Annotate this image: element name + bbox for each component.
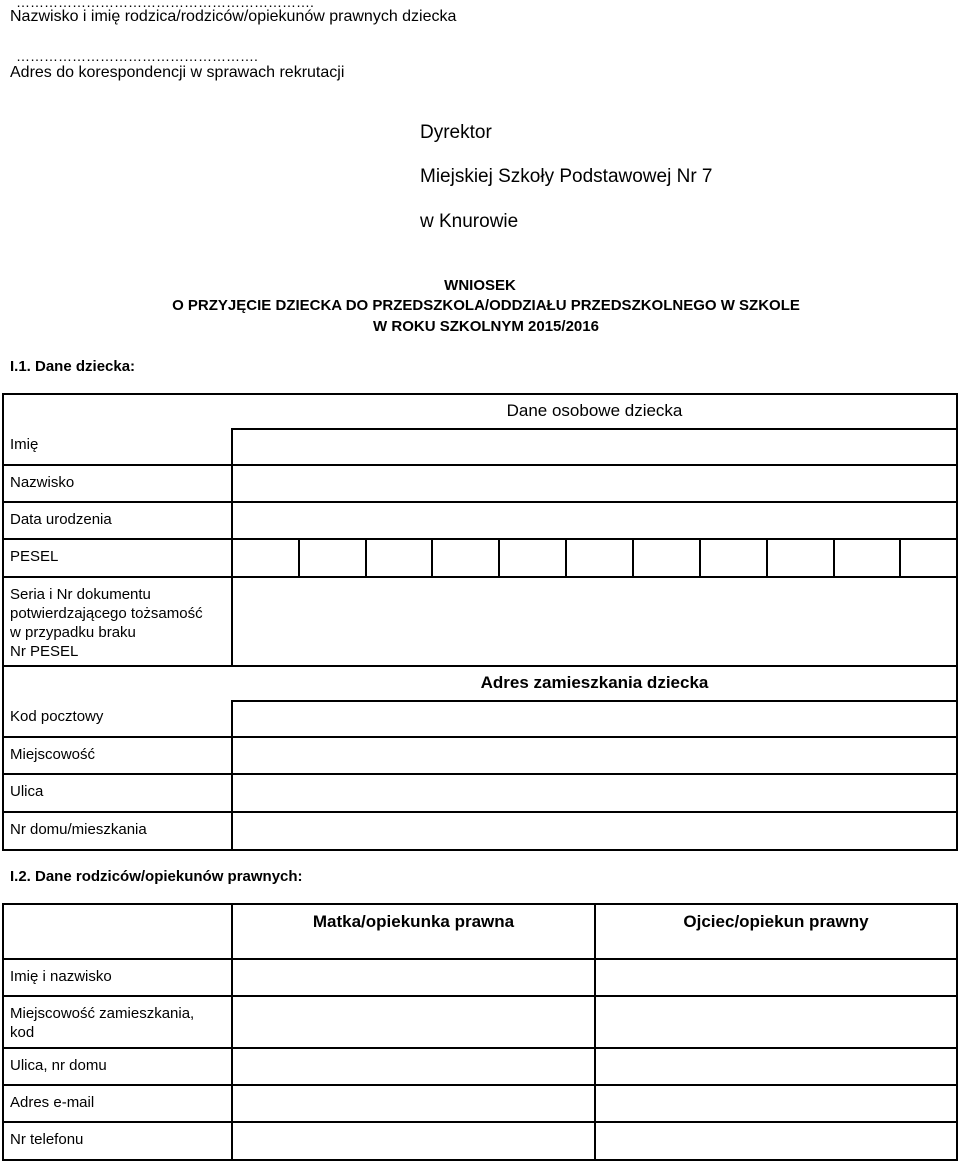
father-column-header: Ojciec/opiekun prawny	[683, 912, 869, 931]
mother-name-field[interactable]	[234, 960, 593, 995]
residence-label-line-1: Miejscowość zamieszkania,	[10, 1005, 195, 1022]
first-name-field[interactable]	[234, 430, 955, 464]
parent-street-label: Ulica, nr domu	[10, 1057, 107, 1074]
dots-line-1: ……………………………………………………….	[16, 0, 314, 10]
mother-email-field[interactable]	[234, 1086, 593, 1121]
mother-street-field[interactable]	[234, 1049, 593, 1084]
document-field[interactable]	[234, 578, 955, 665]
document-label-line-2: potwierdzającego tożsamość	[10, 605, 203, 622]
child-personal-data-header: Dane osobowe dziecka	[506, 401, 683, 420]
document-label-line-3: w przypadku braku	[10, 624, 136, 641]
father-name-field[interactable]	[597, 960, 955, 995]
mother-phone-field[interactable]	[234, 1123, 593, 1159]
document-label-line-1: Seria i Nr dokumentu	[10, 586, 151, 603]
city-field[interactable]	[234, 738, 955, 773]
father-street-field[interactable]	[597, 1049, 955, 1084]
last-name-field[interactable]	[234, 466, 955, 501]
school-year: W ROKU SZKOLNYM 2015/2016	[373, 318, 599, 335]
father-residence-field[interactable]	[597, 997, 955, 1047]
house-number-label: Nr domu/mieszkania	[10, 821, 147, 838]
first-name-label: Imię	[10, 436, 39, 453]
postal-code-field[interactable]	[234, 702, 955, 736]
birth-date-field[interactable]	[234, 503, 955, 538]
section-1-heading: I.1. Dane dziecka:	[10, 358, 136, 375]
house-number-field[interactable]	[234, 813, 955, 849]
residence-label-line-2: kod	[10, 1024, 35, 1041]
email-label: Adres e-mail	[10, 1094, 95, 1111]
street-label: Ulica	[10, 783, 44, 800]
parent-name-label: Nazwisko i imię rodzica/rodziców/opiekunów prawnych dziecka	[10, 8, 457, 25]
street-field[interactable]	[234, 775, 955, 811]
pesel-field[interactable]	[234, 540, 955, 576]
mother-column-header: Matka/opiekunka prawna	[312, 912, 515, 931]
mother-residence-field[interactable]	[234, 997, 593, 1047]
postal-code-label: Kod pocztowy	[10, 708, 104, 725]
city-label: Miejscowość	[10, 746, 96, 763]
father-phone-field[interactable]	[597, 1123, 955, 1159]
document-subtitle: O PRZYJĘCIE DZIECKA DO PRZEDSZKOLA/ODDZIAŁU PRZEDSZKOLNEGO W SZKOLE	[172, 297, 800, 314]
pesel-label: PESEL	[10, 548, 59, 565]
recipient-line-3: w Knurowie	[420, 211, 519, 232]
father-email-field[interactable]	[597, 1086, 955, 1121]
dots-line-2: …………………………………………….	[16, 48, 258, 64]
document-title: WNIOSEK	[444, 277, 516, 294]
parent-name-row-label: Imię i nazwisko	[10, 968, 112, 985]
address-label: Adres do korespondencji w sprawach rekrutacji	[10, 64, 345, 81]
birth-date-label: Data urodzenia	[10, 511, 112, 528]
child-address-header: Adres zamieszkania dziecka	[480, 673, 709, 692]
section-2-heading: I.2. Dane rodziców/opiekunów prawnych:	[10, 868, 303, 885]
phone-label: Nr telefonu	[10, 1131, 84, 1148]
last-name-label: Nazwisko	[10, 474, 75, 491]
recipient-line-1: Dyrektor	[420, 122, 492, 143]
document-label-line-4: Nr PESEL	[10, 643, 79, 660]
recipient-line-2: Miejskiej Szkoły Podstawowej Nr 7	[420, 166, 713, 187]
